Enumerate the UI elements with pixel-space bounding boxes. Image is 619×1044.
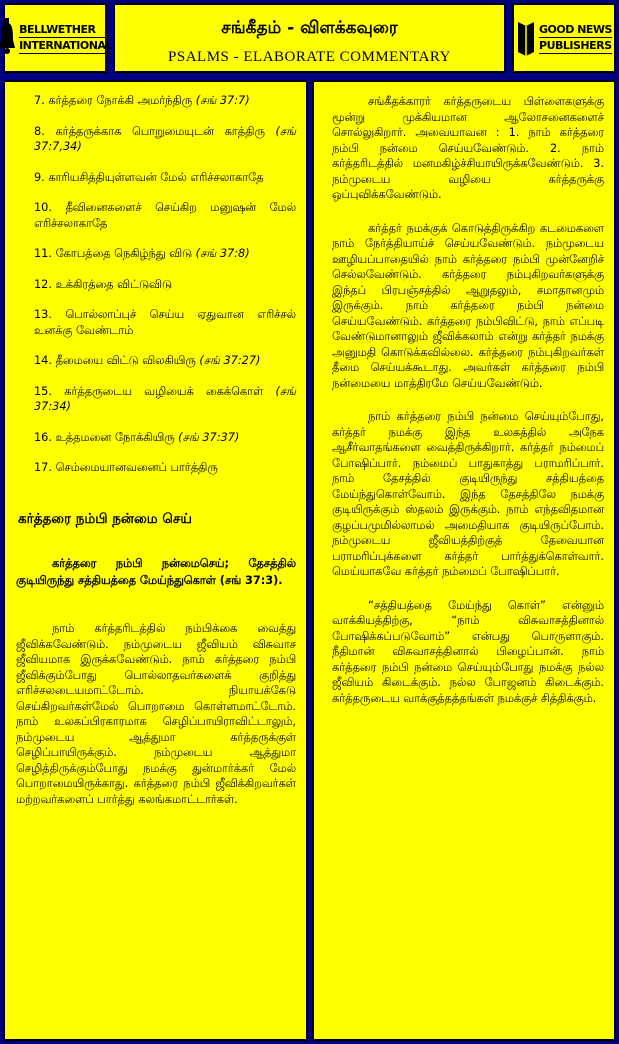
list-item-number: 8.: [34, 124, 45, 138]
book-icon: [516, 18, 536, 58]
list-item-number: 13.: [34, 308, 52, 321]
list-item-number: 15.: [34, 384, 52, 398]
list-item: [16, 124, 296, 155]
list-item-number: 7.: [34, 94, 45, 107]
list-item: [16, 200, 296, 231]
bell-icon: [0, 18, 16, 58]
list-item-text: காரியசித்தியுள்ளவன் மேல் எரிச்சலாகாதே: [48, 170, 264, 184]
scripture-reference: (சங் 37:37): [178, 430, 240, 444]
list-item-number: 17.: [34, 461, 52, 474]
list-item-text: பொல்லாப்புச் செய்ய ஏதுவான எரிச்சல் உனக்கு வேண்டாம்: [34, 308, 296, 337]
list-item-text: உத்தமனை நோக்கியிரு: [55, 430, 175, 444]
section-heading: கர்த்தரை நம்பி நன்மை செய்: [18, 510, 192, 527]
paragraph: நாம் கர்த்தரை நம்பி நன்மை செய்யும்போது, கர்த்தர் நமக்கு இந்த உலகத்தில் அநேக ஆசீர்வாதங்களை வைத்திருக்கிறார். கர்த்தர் நம்மைப் போஷிப்பார். நம்மைப் பாதுகாத்து பராமரிப்பார். நாம் தேசத்தில் குடியிருந்து சத்தியத்தை மேய்ந்துகொள்வோம். இந்த தேசத்திலே நமக்கு குடியிருக்கும் ஸ்தலம் இருக்கும். நாம் எந்தவிதமான குழப்பமுமில்லாமல் அமைதியாக குடியிருப்போம். நம்முடைய ஜீவியத்திற்குத் தேவையான பராமரிப்புக்களை கர்த்தர் பார்த்துக்கொள்வார். மெய்யாகவே கர்த்தர் நம்மைப் போஷிப்பார்.: [332, 410, 604, 578]
paragraph: கர்த்தர் நமக்குக் கொடுத்திருக்கிற கடமைகளை நாம் நேர்த்தியாய்ச் செய்யவேண்டும். நம்முடைய ஊழியப்பாதையில் நாம் கர்த்தரை நம்பி முன்னேறிச் செல்லவேண்டும். கர்த்தரை நம்புகிறவர்களுக்கு இந்தப் பிரபஞ்சத்தில் ஆறுதலும், சமாதானமும் இருக்கும். நாம் கர்த்தரை நம்பி நன்மை செய்யவேண்டும். கர்த்தரை நம்பிவிட்டு, நாம் எப்படி வேண்டுமானாலும் ஜீவிக்கலாம் என்று கர்த்தர் நமக்கு அனுமதி கொடுக்கவில்லை. கர்த்தரை நம்புகிறவர்கள் தீமை செய்யக்கூடாது. அவர்கள் கர்த்தரை நம்பி நன்மையை மாத்திரமே செய்யவேண்டும்.: [332, 221, 604, 390]
point-list: [16, 93, 296, 476]
list-item: [16, 246, 296, 262]
list-item-text: தீமையை விட்டு விலகியிரு: [55, 354, 196, 367]
logo-right-line2: PUBLISHERS: [539, 39, 612, 52]
list-item-text: கோபத்தை நெகிழ்ந்து விடு: [55, 247, 193, 260]
list-item-text: கர்த்தரை நோக்கி அமர்ந்திரு: [48, 94, 193, 107]
list-item-text: செம்மையானவனைப் பார்த்திரு: [55, 461, 218, 474]
paragraph: “சத்தியத்தை மேய்ந்து கொள்” என்னும் வாக்கியத்திற்கு, “நாம் விசுவாசத்தினால் போஷிக்கப்படுவோம்” என்பது பொருளாகும். நீதிமான் விசுவாசத்தினால் பிழைப்பான். நாம் கர்த்தரை நம்பி நன்மை செய்யும்போது நமக்கு நல்ல ஜீவியம் கிடைக்கும். நல்ல போஜனம் கிடைக்கும். கர்த்தருடைய வாக்குத்தத்தங்கள் நமக்குச் சித்திக்கும்.: [332, 598, 604, 705]
list-item: [16, 170, 296, 186]
logo-left-line2: INTERNATIONAL: [19, 39, 112, 52]
list-item: [16, 277, 296, 293]
list-item-number: 11.: [34, 247, 52, 260]
list-item-text: தீவினைகளைச் செய்கிற மனுஷன் மேல் எரிச்சலாகாதே: [34, 201, 296, 230]
right-column: [312, 80, 616, 1041]
scripture-reference: (சங் 37:27): [199, 354, 261, 367]
scripture-reference: (சங் 37:8): [195, 247, 250, 260]
logo-left-line1: BELLWETHER: [19, 22, 112, 38]
list-item: [16, 430, 296, 446]
list-item: [16, 460, 296, 476]
scripture-reference: (சங் 37:34): [34, 384, 296, 413]
bellwether-logo: [3, 3, 112, 73]
list-item-number: 16.: [34, 430, 52, 444]
list-item-number: 9.: [34, 170, 45, 184]
list-item-text: கர்த்தருக்காக பொறுமையுடன் காத்திரு: [55, 124, 265, 138]
header: [113, 3, 506, 73]
list-item-number: 10.: [34, 201, 52, 214]
page-title-tamil: சங்கீதம் - விளக்கவுரை: [221, 18, 398, 38]
left-column: [3, 80, 308, 1041]
list-item-number: 14.: [34, 354, 52, 367]
list-item: [16, 353, 296, 369]
paragraph: சங்கீதக்காரர் கர்த்தருடைய பிள்ளைகளுக்கு மூன்று முக்கியமான ஆலோசனைகளைச் சொல்லுகிறார். அவையாவன : 1. நாம் கர்த்தரை நம்பி நன்மை செய்யவேண்டும். 2. நாம் கர்த்தரிடத்தில் மனமகிழ்ச்சியாயிருக்கவேண்டும். 3. நம்முடைய வழியை கர்த்தருக்கு ஒப்புவிக்கவேண்டும்.: [332, 95, 604, 201]
list-item: [16, 307, 296, 338]
paragraph: நாம் கர்த்தரிடத்தில் நம்பிக்கை வைத்து ஜீவிக்கவேண்டும். நம்முடைய ஜீவியம் விசுவாச ஜீவியமாக இருக்கவேண்டும். நாம் கர்த்தரை நம்பி ஜீவிக்கும்போது பொல்லாதவர்களைக் குறித்து எரிச்சலடையமாட்டோம். நியாயக்கேடு செய்கிறவர்கள்மேல் பொறாமை கொள்ளமாட்டோம். நாம் உலகப்பிரகாரமாக செழிப்பாயிராவிட்டாலும், நம்முடைய ஆத்துமா கர்த்தருக்குள் செழிப்பாயிருக்கும். நம்முடைய ஆத்துமா செழித்திருக்கும்போது நமக்கு துன்மார்க்கர் மேல் பொறாமையிருக்காது. கர்த்தரை நம்பி ஜீவிக்கிறவர்கள் மற்றவர்களைப் பார்த்து கலங்கமாட்டார்கள்.: [16, 622, 296, 806]
scripture-reference: (சங் 37:7): [195, 94, 250, 107]
list-item: [16, 384, 296, 415]
list-item: [16, 93, 296, 109]
page-title-english: PSALMS - ELABORATE COMMENTARY: [168, 49, 451, 65]
logo-right-line1: GOOD NEWS: [539, 23, 612, 36]
good-news-logo: [512, 3, 616, 73]
list-item-text: உக்கிரத்தை விட்டுவிடு: [55, 277, 172, 291]
list-item-text: கர்த்தருடைய வழியைக் கைக்கொள்: [64, 384, 264, 398]
list-item-number: 12.: [34, 277, 52, 291]
scripture-reference: (சங் 37:7,34): [34, 124, 297, 153]
key-verse: கர்த்தரை நம்பி நன்மைசெய்; தேசத்தில் குடியிருந்து சத்தியத்தை மேய்ந்துகொள் (சங் 37:3).: [16, 557, 296, 587]
